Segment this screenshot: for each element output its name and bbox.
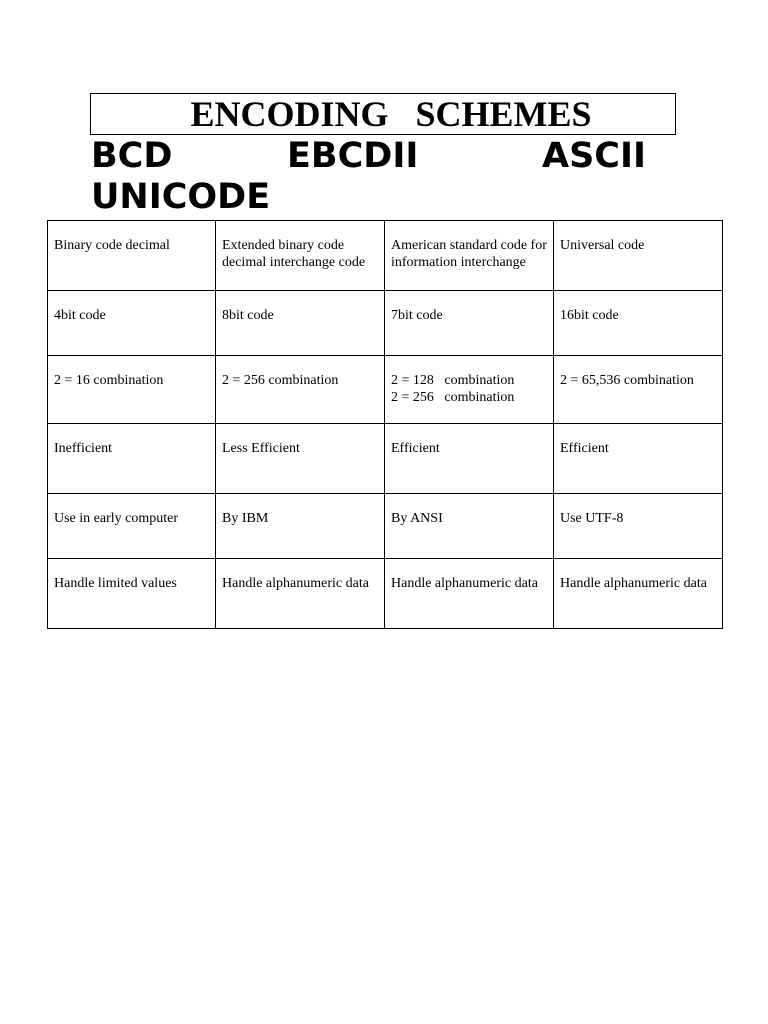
table-cell [385, 221, 554, 291]
cell-text: 2 = 256 combination [391, 390, 515, 405]
heading-unicode: UNICODE [91, 177, 271, 217]
cell-text: information interchange [391, 255, 526, 270]
heading-bcd: BCD [91, 136, 173, 176]
cell-text: Handle limited values [54, 576, 177, 591]
table-row [48, 559, 723, 629]
cell-text: 4bit code [54, 308, 106, 323]
cell-text: 2 = 16 combination [54, 373, 164, 388]
cell-text: Less Efficient [222, 441, 300, 456]
page-title: ENCODING SCHEMES [190, 94, 592, 134]
cell-text: Use in early computer [54, 511, 179, 526]
table-cell [48, 291, 216, 356]
cell-text: Binary code decimal [54, 238, 170, 253]
table-cell [385, 291, 554, 356]
cell-text: Universal code [560, 238, 645, 253]
table-cell [554, 291, 723, 356]
heading-row-2 [91, 177, 651, 218]
table-cell [216, 494, 385, 559]
table-cell [554, 424, 723, 494]
table-cell [385, 494, 554, 559]
table-cell [48, 356, 216, 424]
scheme-headings [91, 136, 651, 218]
cell-text: Inefficient [54, 441, 113, 456]
comparison-table [47, 220, 723, 629]
cell-text: decimal interchange code [222, 255, 366, 270]
table-cell [216, 424, 385, 494]
table-cell [554, 559, 723, 629]
cell-text: 2 = 256 combination [222, 373, 339, 388]
cell-text: Efficient [560, 441, 609, 456]
cell-text: Efficient [391, 441, 440, 456]
cell-text: 8bit code [222, 308, 274, 323]
cell-text: By IBM [222, 511, 269, 526]
cell-text: 16bit code [560, 308, 619, 323]
cell-text: Handle alphanumeric data [222, 576, 369, 591]
table-cell [48, 559, 216, 629]
table-cell [48, 424, 216, 494]
cell-text: American standard code for [391, 238, 547, 253]
heading-ebcdii: EBCDII [287, 136, 419, 176]
table-cell [554, 494, 723, 559]
table-cell [385, 559, 554, 629]
table-row [48, 424, 723, 494]
title-box [90, 93, 676, 135]
table-cell [216, 221, 385, 291]
cell-text: 2 = 65,536 combination [560, 373, 694, 388]
cell-text: Handle alphanumeric data [560, 576, 707, 591]
table-cell [385, 356, 554, 424]
cell-text: 7bit code [391, 308, 443, 323]
cell-text: Handle alphanumeric data [391, 576, 538, 591]
table-cell [216, 291, 385, 356]
cell-text: 2 = 128 combination [391, 373, 515, 388]
heading-row-1 [91, 136, 651, 177]
heading-ascii: ASCII [542, 136, 647, 176]
table-row [48, 291, 723, 356]
table-row [48, 356, 723, 424]
table-cell [216, 356, 385, 424]
table-cell [554, 221, 723, 291]
table-cell [48, 494, 216, 559]
table-cell [554, 356, 723, 424]
table-cell [385, 424, 554, 494]
cell-text: By ANSI [391, 511, 443, 526]
cell-text: Extended binary code [222, 238, 345, 253]
table-row [48, 494, 723, 559]
table-cell [216, 559, 385, 629]
cell-text: Use UTF-8 [560, 511, 624, 526]
comparison-table-body [48, 221, 723, 629]
table-cell [48, 221, 216, 291]
table-row [48, 221, 723, 291]
